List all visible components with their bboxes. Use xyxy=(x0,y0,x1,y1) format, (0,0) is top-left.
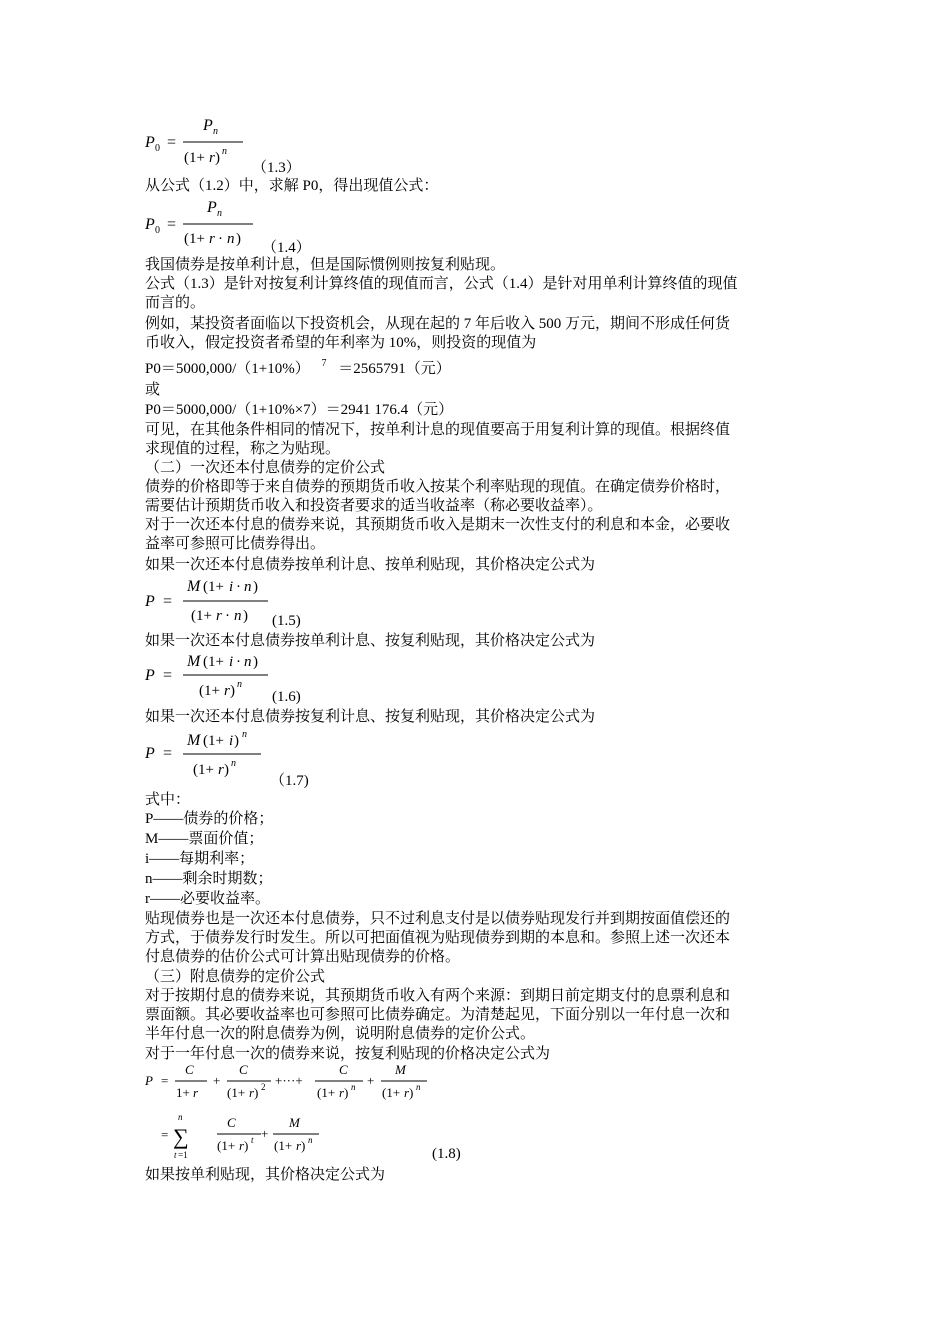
svg-text:0: 0 xyxy=(155,225,160,236)
svg-text:·: · xyxy=(225,608,230,624)
svg-text:=: = xyxy=(167,134,177,151)
svg-text:(1+: (1+ xyxy=(382,1085,401,1100)
svg-text:M: M xyxy=(187,653,201,670)
text-line: 我国债券是按单利计息，但是国际惯例则按复利贴现。 xyxy=(145,257,506,273)
text-line: 式中： xyxy=(145,792,191,808)
svg-text:1+: 1+ xyxy=(176,1085,190,1100)
svg-text:r: r xyxy=(224,683,230,699)
svg-text:(1+: (1+ xyxy=(317,1085,336,1100)
svg-text:=1: =1 xyxy=(178,1150,188,1160)
svg-text:n: n xyxy=(351,1082,356,1092)
svg-text:n: n xyxy=(416,1082,421,1092)
svg-text:r: r xyxy=(193,1085,199,1100)
svg-text:): ) xyxy=(234,733,239,749)
svg-text:): ) xyxy=(253,579,258,595)
svg-text:): ) xyxy=(244,1138,249,1153)
svg-text:=: = xyxy=(163,745,173,762)
svg-text:(1+: (1+ xyxy=(274,1138,293,1153)
equation-label-1-3: （1.3） xyxy=(252,160,301,176)
svg-text:n: n xyxy=(244,654,252,670)
section-heading: （二）一次还本付息债券的定价公式 xyxy=(145,460,386,476)
text-line: 对于一年付息一次的债券来说，按复利贴现的价格决定公式为 xyxy=(145,1046,551,1062)
svg-text:C: C xyxy=(339,1062,348,1077)
svg-text:): ) xyxy=(215,150,220,166)
text-line: 对于按期付息的债券来说，其预期货币收入有两个来源：到期日前定期支付的息票利息和 xyxy=(145,988,731,1004)
svg-text:P: P xyxy=(145,593,155,610)
text-line: 求现值的过程，称之为贴现。 xyxy=(145,441,341,457)
formula-1-5 xyxy=(143,574,278,630)
text-line: 如果按单利贴现，其价格决定公式为 xyxy=(145,1167,386,1183)
svg-text:(1+: (1+ xyxy=(203,733,224,749)
svg-text:r: r xyxy=(339,1085,345,1100)
text-line: 如果一次还本付息债券按单利计息、按单利贴现，其价格决定公式为 xyxy=(145,557,596,573)
svg-text:(1+: (1+ xyxy=(184,231,205,247)
text-line: 或 xyxy=(145,382,161,398)
svg-text:=: = xyxy=(167,216,177,233)
svg-text:P: P xyxy=(203,117,213,134)
svg-text:r: r xyxy=(209,150,215,166)
svg-text:n: n xyxy=(213,126,218,137)
svg-text:M: M xyxy=(187,578,201,595)
svg-text:(1+: (1+ xyxy=(199,683,220,699)
svg-text:C: C xyxy=(239,1062,248,1077)
formula-1-7 xyxy=(143,728,273,784)
svg-text:): ) xyxy=(344,1085,349,1100)
svg-text:n: n xyxy=(231,758,236,769)
svg-text:P: P xyxy=(207,199,217,216)
svg-text:n: n xyxy=(217,208,222,219)
svg-text:·: · xyxy=(236,579,241,595)
svg-text:(1+: (1+ xyxy=(203,579,224,595)
text-line: 需要估计预期货币收入和投资者要求的适当收益率（称必要收益率）。 xyxy=(145,498,603,514)
calc-compound-left: P0＝5000,000/（1+10%） xyxy=(145,361,310,377)
text-line: 债券的价格即等于来自债券的预期货币收入按某个利率贴现的现值。在确定债券价格时， xyxy=(145,479,731,495)
svg-text:): ) xyxy=(236,231,241,247)
text-line: 币收入，假定投资者希望的年利率为 10%，则投资的现值为 xyxy=(145,335,537,351)
equation-label-1-8: (1.8) xyxy=(432,1146,461,1162)
definition-line: P——债券的价格； xyxy=(145,811,274,827)
svg-text:M: M xyxy=(187,732,201,749)
svg-text:(1+: (1+ xyxy=(227,1085,246,1100)
svg-text:n: n xyxy=(237,679,242,690)
svg-text:): ) xyxy=(224,762,229,778)
text-line: 方式，于债券发行时发生。所以可把面值视为贴现债券到期的本息和。参照上述一次还本 xyxy=(145,930,731,946)
text-line: 公式（1.3）是针对按复利计算终值的现值而言，公式（1.4）是针对用单利计算终值的现值 xyxy=(145,276,738,292)
svg-text:(1+: (1+ xyxy=(184,150,205,166)
equation-label-1-6: (1.6) xyxy=(272,689,301,705)
formula-1-8 xyxy=(143,1062,443,1172)
definition-line: M——票面价值； xyxy=(145,831,264,847)
svg-text:i: i xyxy=(229,579,234,595)
svg-text:n: n xyxy=(242,729,247,740)
svg-text:r: r xyxy=(216,608,222,624)
svg-text:n: n xyxy=(308,1135,313,1145)
text-line: 益率可参照可比债券得出。 xyxy=(145,536,326,552)
svg-text:n: n xyxy=(178,1112,183,1122)
equation-label-1-5: (1.5) xyxy=(272,613,301,629)
svg-text:): ) xyxy=(253,654,258,670)
svg-text:t: t xyxy=(174,1150,177,1160)
text-line: 例如，某投资者面临以下投资机会，从现在起的 7 年后收入 500 万元，期间不形成任何货 xyxy=(145,316,731,332)
svg-text:r: r xyxy=(239,1138,245,1153)
svg-text:r: r xyxy=(404,1085,410,1100)
text-line: 而言的。 xyxy=(145,295,206,311)
svg-text:): ) xyxy=(409,1085,414,1100)
definition-line: r——必要收益率。 xyxy=(145,891,270,907)
svg-text:n: n xyxy=(234,608,242,624)
svg-text:r: r xyxy=(249,1085,255,1100)
calc-compound-exponent: 7 xyxy=(321,358,327,369)
svg-text:t: t xyxy=(251,1135,254,1145)
formula-1-3 xyxy=(143,112,253,168)
svg-text:+: + xyxy=(261,1126,269,1141)
formula-1-6 xyxy=(143,650,278,706)
calc-line-simple: P0＝5000,000/（1+10%×7）＝2941 176.4（元） xyxy=(145,402,454,418)
svg-text:2: 2 xyxy=(261,1082,266,1092)
equation-label-1-7: （1.7) xyxy=(270,773,309,789)
text-line: 贴现债券也是一次还本付息债券，只不过利息支付是以债券贴现发行并到期按面值偿还的 xyxy=(145,911,731,927)
svg-text:): ) xyxy=(301,1138,306,1153)
svg-text:i: i xyxy=(229,654,234,670)
svg-text:M: M xyxy=(395,1062,406,1077)
svg-text:(1+: (1+ xyxy=(217,1138,236,1153)
svg-text:=: = xyxy=(161,1073,169,1088)
svg-text:=: = xyxy=(163,593,173,610)
svg-text:M: M xyxy=(289,1115,300,1130)
svg-text:n: n xyxy=(222,146,227,157)
svg-text:C: C xyxy=(227,1115,236,1130)
definition-line: n——剩余时期数； xyxy=(145,871,273,887)
svg-text:P: P xyxy=(145,216,155,233)
svg-text:i: i xyxy=(229,733,234,749)
text-line: 如果一次还本付息债券按复利计息、按复利贴现，其价格决定公式为 xyxy=(145,709,596,725)
section-heading: （三）附息债券的定价公式 xyxy=(145,969,326,985)
svg-text:+···+: +···+ xyxy=(275,1073,303,1088)
text-line: 半年付息一次的附息债券为例，说明附息债券的定价公式。 xyxy=(145,1026,536,1042)
svg-text:r: r xyxy=(296,1138,302,1153)
calc-compound-right: ＝2565791（元） xyxy=(338,361,451,377)
svg-text:(1+: (1+ xyxy=(191,608,212,624)
svg-text:): ) xyxy=(243,608,248,624)
text-line: 票面额。其必要收益率也可参照可比债券确定。为清楚起见，下面分别以一年付息一次和 xyxy=(145,1007,731,1023)
svg-text:+: + xyxy=(367,1073,375,1088)
svg-text:P: P xyxy=(145,667,155,684)
text-line: 如果一次还本付息债券按单利计息、按复利贴现，其价格决定公式为 xyxy=(145,633,596,649)
svg-text:=: = xyxy=(163,667,173,684)
formula-1-4 xyxy=(143,196,263,250)
svg-text:r: r xyxy=(218,762,224,778)
svg-text:r: r xyxy=(209,231,215,247)
equation-label-1-4: （1.4） xyxy=(262,240,311,256)
svg-text:P: P xyxy=(145,745,155,762)
svg-text:=: = xyxy=(161,1127,169,1142)
svg-text:): ) xyxy=(254,1085,259,1100)
text-line: 付息债券的估价公式可计算出贴现债券的价格。 xyxy=(145,949,461,965)
svg-text:P: P xyxy=(145,1073,153,1088)
svg-text:n: n xyxy=(244,579,252,595)
svg-text:(1+: (1+ xyxy=(193,762,214,778)
svg-text:n: n xyxy=(227,231,235,247)
svg-text:·: · xyxy=(218,231,223,247)
svg-text:): ) xyxy=(230,683,235,699)
calc-line-compound xyxy=(145,360,451,380)
svg-text:·: · xyxy=(236,654,241,670)
text-line: 从公式（1.2）中，求解 P0，得出现值公式： xyxy=(145,178,439,194)
text-line: 对于一次还本付息的债券来说，其预期货币收入是期末一次性支付的利息和本金，必要收 xyxy=(145,517,731,533)
svg-text:P: P xyxy=(145,134,155,151)
svg-text:∑: ∑ xyxy=(173,1124,189,1149)
svg-text:0: 0 xyxy=(155,143,160,154)
svg-text:(1+: (1+ xyxy=(203,654,224,670)
svg-text:+: + xyxy=(213,1073,221,1088)
text-line: 可见，在其他条件相同的情况下，按单利计息的现值要高于用复利计算的现值。根据终值 xyxy=(145,422,731,438)
svg-text:C: C xyxy=(185,1062,194,1077)
definition-line: i——每期利率； xyxy=(145,851,255,867)
